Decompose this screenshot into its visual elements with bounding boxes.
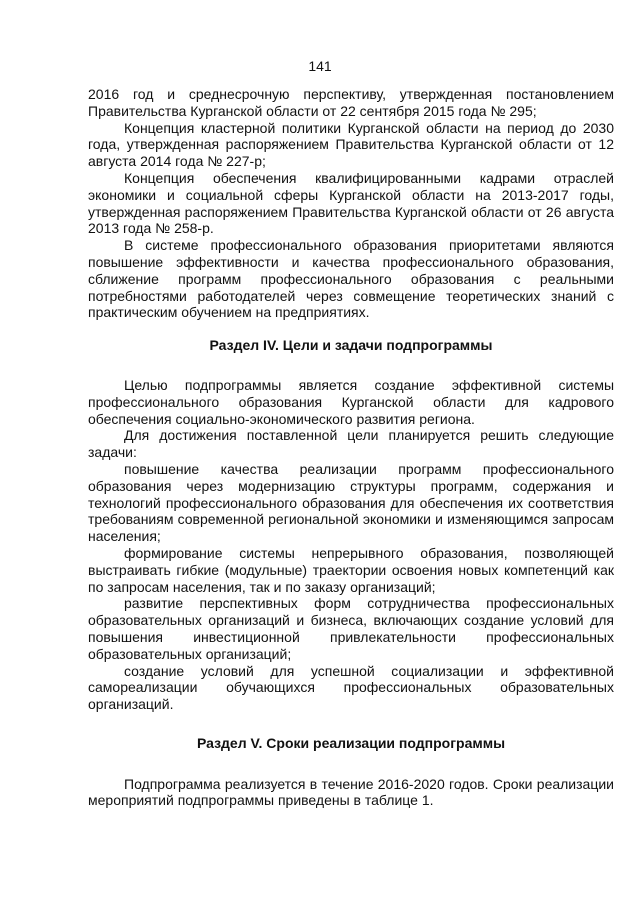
paragraph-goal: Целью подпрограммы является создание эффективной системы профессионального образования Курганской области для кадрового обеспечения социально-экономического развития региона. xyxy=(88,376,614,427)
paragraph-strategy-continuation: 2016 год и среднесрочную перспективу, утвержденная постановлением Правительства Курганской области от 22 сентября 2015 года № 295; xyxy=(88,86,614,119)
page-number: 141 xyxy=(308,58,332,74)
paragraph-staffing-concept: Концепция обеспечения квалифицированными кадрами отраслей экономики и социальной сферы Курганской области на 2013-2017 годы, утвержденная распоряжением Правительства Курганской области от 26 августа 2013 года № 258-р. xyxy=(88,169,614,237)
task-item-continuous-education: формирование системы непрерывного образования, позволяющей выстраивать гибкие (модульные) траектории освоения новых компетенций как по запросам населения, так и по заказу организаций; xyxy=(88,544,614,595)
task-item-socialization: создание условий для успешной социализации и эффективной самореализации обучающихся профессиональных образовательных организаций. xyxy=(88,662,614,713)
task-item-quality: повышение качества реализации программ профессионального образования через модернизацию структуры программ, содержания и технологий профессионального образования для обеспечения их соответствия требованиям современной региональной экономики и изменяющимся запросам населения; xyxy=(88,460,614,545)
section-4-heading: Раздел IV. Цели и задачи подпрограммы xyxy=(209,337,493,354)
paragraph-cluster-policy: Концепция кластерной политики Курганской области на период до 2030 года, утвержденная распоряжением Правительства Курганской области от 12 августа 2014 года № 227-р; xyxy=(88,119,614,170)
paragraph-priorities: В системе профессионального образования приоритетами являются повышение эффективности и качества профессионального образования, сближение программ профессионального образования с реальными потребностями работодателей через совмещение теоретических знаний с практическим обучением на предприятиях. xyxy=(88,237,614,321)
document-body xyxy=(88,86,614,809)
section-5-heading: Раздел V. Сроки реализации подпрограммы xyxy=(196,734,506,751)
paragraph-tasks-intro: Для достижения поставленной цели планируется решить следующие задачи: xyxy=(88,427,614,461)
task-item-cooperation: развитие перспективных форм сотрудничества профессиональных образовательных организаций и бизнеса, включающих создание условий для повышения инвестиционной привлекательности профессиональных образовательных организаций; xyxy=(88,595,614,662)
paragraph-timeline: Подпрограмма реализуется в течение 2016-2020 годов. Сроки реализации мероприятий подпрограммы приведены в таблице 1. xyxy=(88,775,614,809)
